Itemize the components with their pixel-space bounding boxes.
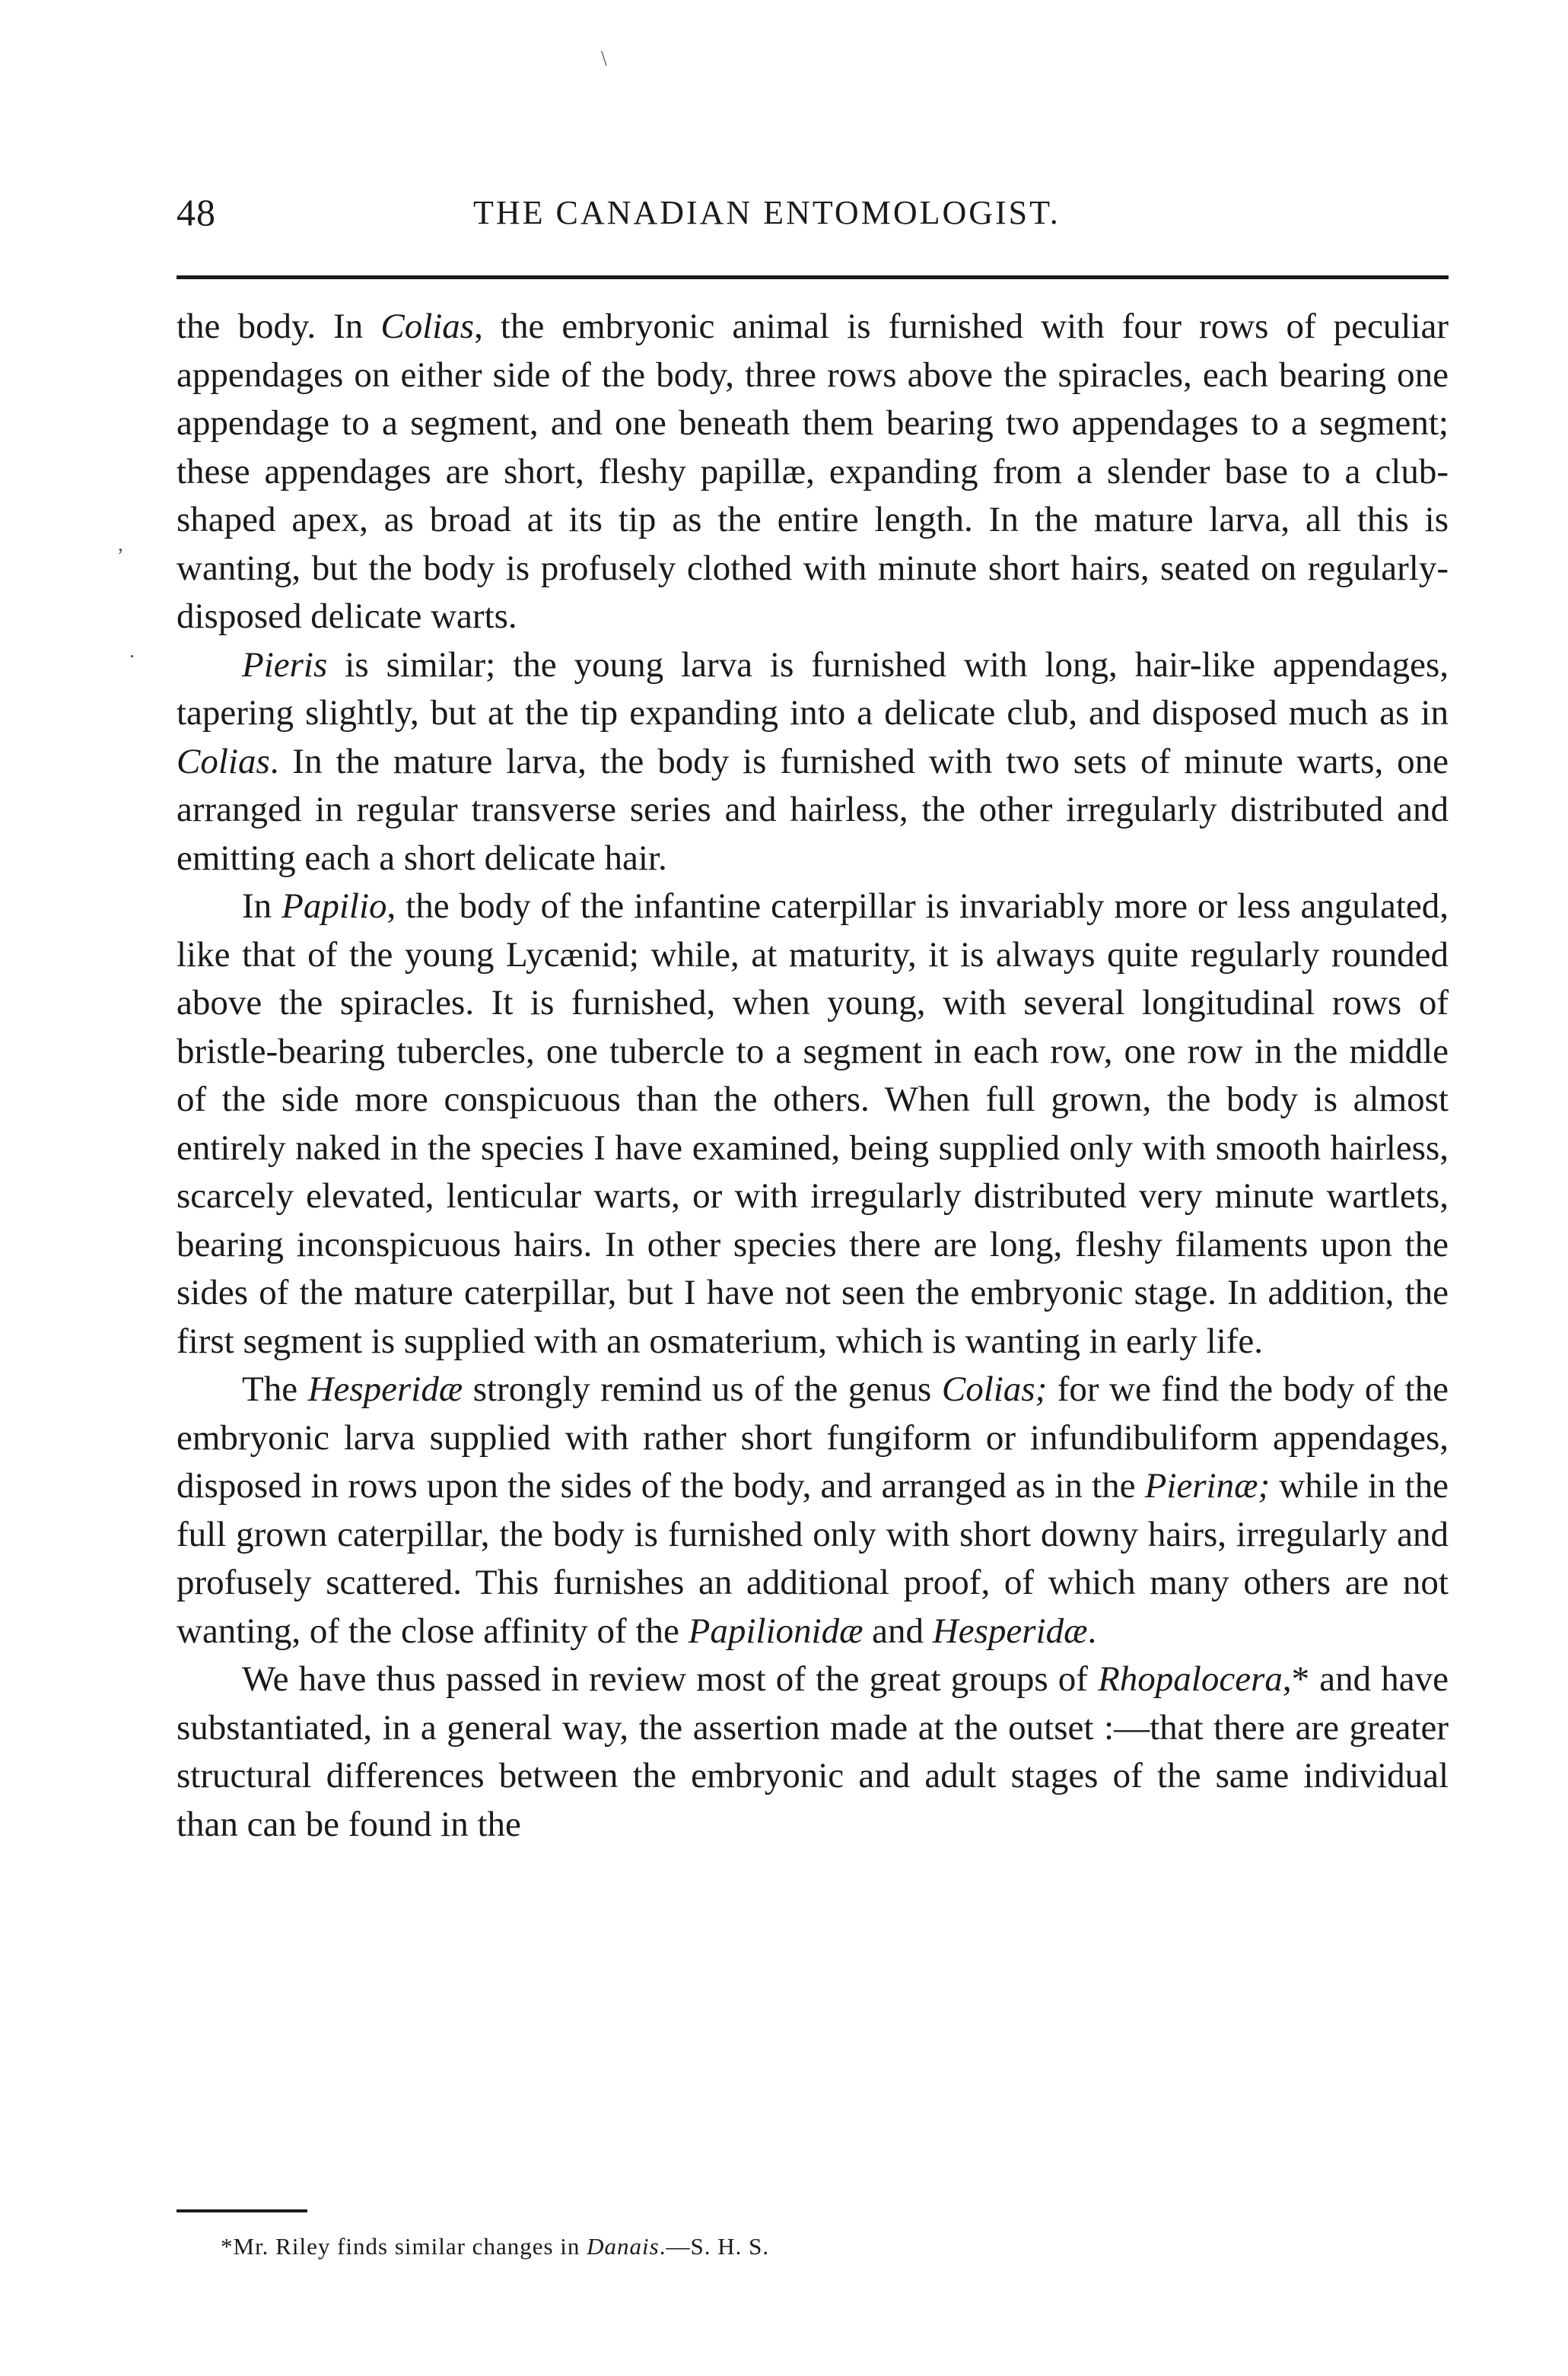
paragraph [177, 303, 1449, 641]
text-run: We have thus passed in review most of the great groups of [242, 1659, 1099, 1699]
text-run: for we find the body of the embryonic larva supplied with rather short fungiform or infundibuliform appendages, disposed in rows upon the sides of the body, and arranged as in the [177, 1369, 1449, 1506]
header-rule [177, 275, 1449, 279]
italic-term: Pierinæ; [1144, 1466, 1271, 1506]
text-run: the body. In [177, 307, 381, 346]
italic-term: Rhopalocera [1098, 1659, 1283, 1699]
footnote-attribution: .—S. H. S. [659, 2233, 770, 2260]
footnote-marker: * [221, 2233, 234, 2260]
paragraph [177, 641, 1449, 883]
running-title: THE CANADIAN ENTOMOLOGIST. [473, 194, 1061, 231]
body-text [177, 303, 1449, 1849]
text-run: is similar; the young larva is furnished with long, hair-like appendages, tapering slightly, but at the tip expanding into a delicate club, and disposed much as in [177, 644, 1449, 733]
footnote-text: Mr. Riley finds similar changes in [233, 2233, 587, 2260]
footnote-italic: Danais [587, 2233, 660, 2260]
text-run: while in the full grown caterpillar, the body is furnished only with short downy hairs, irregularly and profusely scattered. This furnishes an additional proof, of which many others are not wanting, of the close affinity of the [177, 1466, 1449, 1651]
italic-term: Hesperidæ [307, 1369, 463, 1409]
text-run: ,* and have substantiated, in a general way, the assertion made at the outset :—that there are greater structural differences between the embryonic and adult stages of the same individual than can be found in the [177, 1659, 1449, 1844]
scan-mark: . [129, 639, 135, 663]
text-run: The [242, 1369, 308, 1409]
italic-term: Papilionidæ [688, 1611, 864, 1651]
italic-term: Papilio [281, 886, 387, 926]
italic-term: Colias; [941, 1369, 1048, 1409]
text-run: and [863, 1611, 933, 1651]
text-run: In [242, 886, 282, 926]
text-run: strongly remind us of the genus [463, 1369, 942, 1409]
text-run: , the embryonic animal is furnished with four rows of peculiar appendages on either side of the body, three rows above the spiracles, each bearing one appendage to a segment, and one beneath them bearing two appendages to a segment; these appendages are short, fleshy papillæ, expanding from a slender base to a club-shaped apex, as broad at its tip as the entire length. In the mature larva, all this is wanting, but the body is profusely clothed with minute short hairs, seated on regularly-disposed delicate warts. [177, 307, 1449, 636]
italic-term: Colias [177, 741, 270, 781]
italic-term: Colias [380, 307, 475, 346]
paragraph [177, 1656, 1449, 1849]
paragraph [177, 883, 1449, 1366]
page-header [177, 190, 1449, 251]
text-run: . [1087, 1611, 1097, 1651]
italic-term: Hesperidæ [932, 1611, 1088, 1651]
footnote-rule [177, 2209, 307, 2212]
paragraph [177, 1366, 1449, 1656]
page-number: 48 [177, 191, 216, 234]
italic-term: Pieris [242, 644, 328, 685]
text-run: . In the mature larva, the body is furnished with two sets of minute warts, one arranged in regular transverse series and hairless, the other irregularly distributed and emitting each a short delicate hair. [177, 741, 1449, 878]
text-run: , the body of the infantine caterpillar is invariably more or less angulated, like that of the young Lycænid; while, at maturity, it is always quite regularly rounded above the spiracles. It is furnished, when young, with several longitudinal rows of bristle-bearing tubercles, one tubercle to a segment in each row, one row in the middle of the side more conspicuous than the others. When full grown, the body is almost entirely naked in the species I have examined, being supplied only with smooth hairless, scarcely elevated, lenticular warts, or with irregularly distributed very minute wartlets, bearing inconspicuous hairs. In other species there are long, fleshy filaments upon the sides of the mature caterpillar, but I have not seen the embryonic stage. In addition, the first segment is supplied with an osmaterium, which is wanting in early life. [177, 886, 1449, 1361]
footnote [221, 2233, 769, 2260]
scan-mark: \ [601, 47, 607, 71]
scan-mark: , [118, 533, 123, 556]
